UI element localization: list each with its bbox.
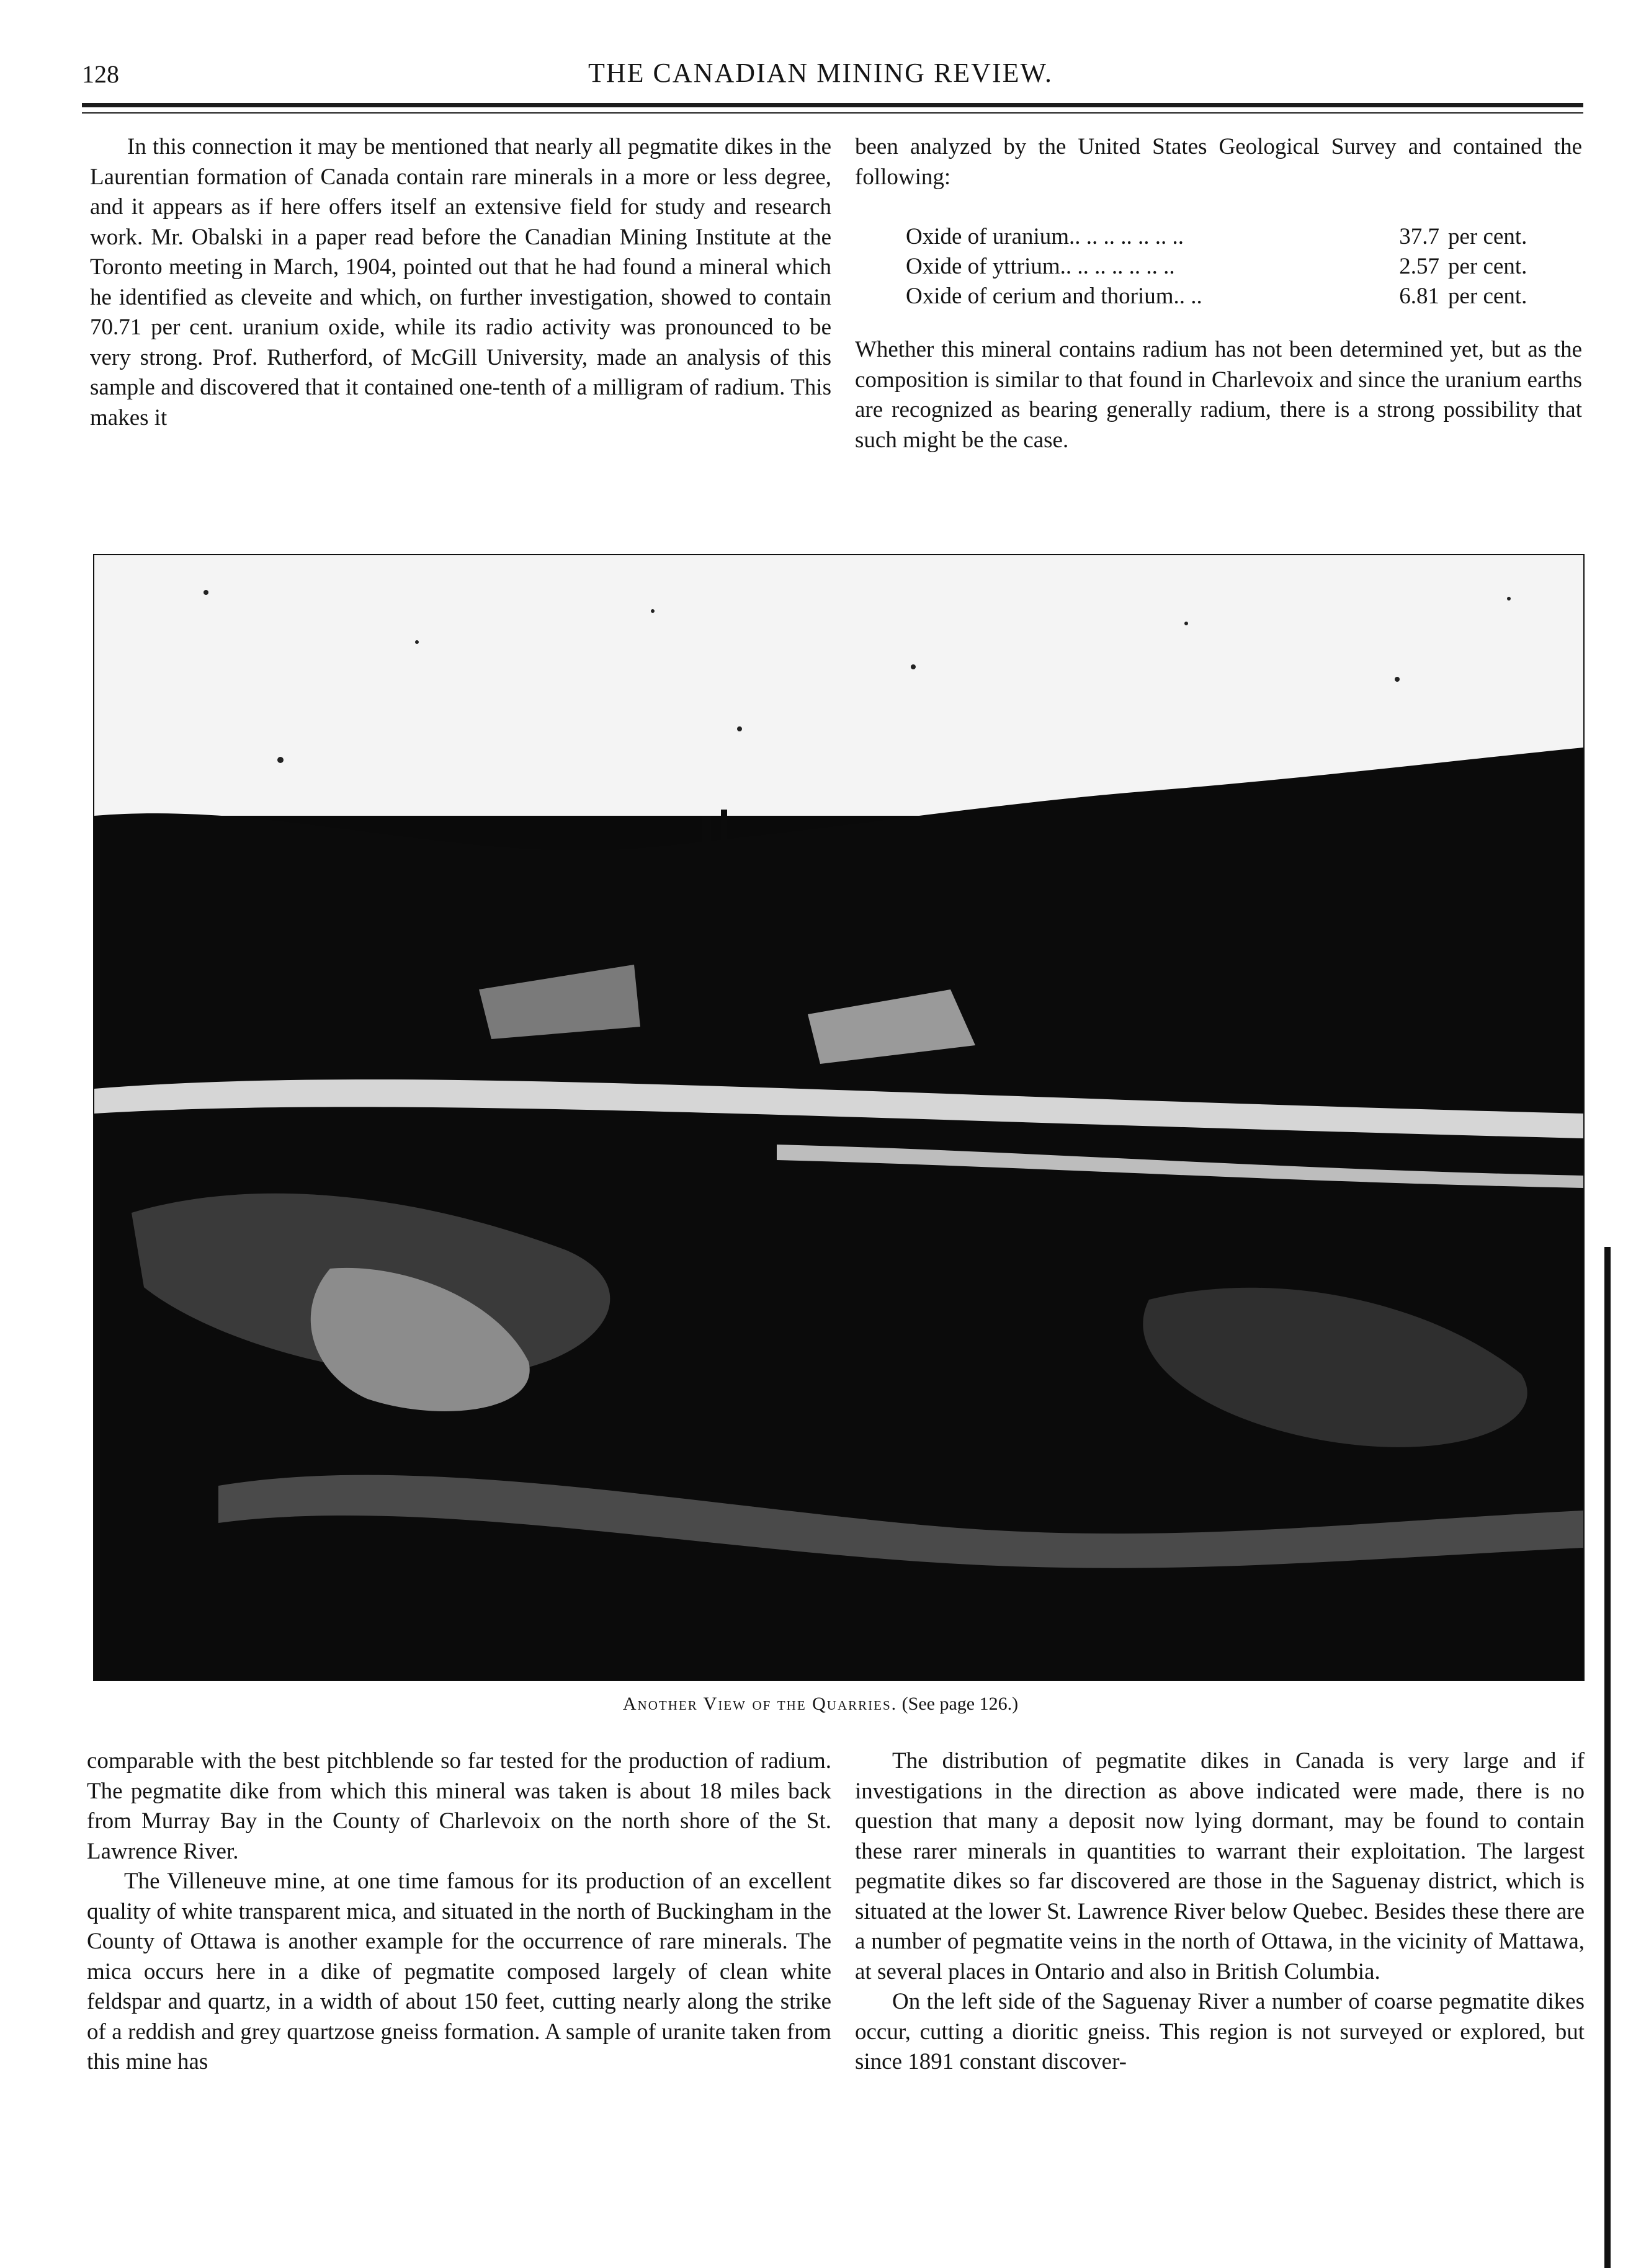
oxide-row [906, 252, 1527, 282]
quarry-photograph [93, 554, 1585, 1681]
oxide-unit: per cent. [1448, 284, 1527, 309]
column-bottom-right [855, 1746, 1585, 2078]
oxide-value: 2.57 [1399, 254, 1439, 279]
scan-margin-shadow [1604, 1247, 1611, 2268]
paragraph: The Villeneuve mine, at one time famous for its production of an excellent quality of white transparent mica, and situated in the north of Buckingham in the County of Ottawa is another example for the occurrence of rare minerals. The mica occurs here in a dike of pegmatite composed largely of clean white feldspar and quartz, in a width of about 150 feet, cutting nearly along the strike of a reddish and grey quartzose gneiss formation. A sample of uranite taken from this mine has [87, 1868, 831, 2074]
oxide-analysis-table [906, 222, 1527, 311]
header-rule-thin [82, 112, 1583, 114]
caption-title: Another View of the Quarries. [622, 1694, 898, 1714]
oxide-name: Oxide of yttrium.. .. .. .. .. .. .. [906, 254, 1175, 279]
paragraph: In this connection it may be mentioned that nearly all pegmatite dikes in the Laurentian formation of Canada contain rare minerals in a more or less degree, and it appears as if here offers itself an extensive field for study and research work. Mr. Obalski in a paper read before the Canadian Mining Institute at the Toronto meeting in March, 1904, pointed out that he had found a mineral which he identified as cleveite and which, on further investigation, showed to contain 70.71 per cent. uranium oxide, while its radio activity was pronounced to be very strong. Prof. Rutherford, of McGill University, made an analysis of this sample and discovered that it contained one-tenth of a milligram of radium. This makes it [90, 134, 831, 431]
page-number: 128 [82, 60, 119, 88]
paragraph: comparable with the best pitchblende so far tested for the production of radium. The pegmatite dike from which this mineral was taken is about 18 miles back from Murray Bay in the County of Charlevoix on the north shore of the St. Lawrence River. [87, 1748, 831, 1864]
oxide-name: Oxide of uranium.. .. .. .. .. .. .. [906, 224, 1184, 249]
oxide-value: 6.81 [1399, 284, 1439, 309]
oxide-name: Oxide of cerium and thorium.. .. [906, 284, 1202, 309]
paragraph-intro: been analyzed by the United States Geological Survey and contained the following: [855, 134, 1582, 190]
oxide-row [906, 222, 1527, 252]
oxide-value: 37.7 [1399, 224, 1439, 249]
header-rule-thick [82, 103, 1583, 107]
oxide-unit: per cent. [1448, 254, 1527, 279]
column-bottom-left [87, 1746, 831, 2078]
paragraph: Whether this mineral contains radium has not been determined yet, but as the composition is similar to that found in Charlevoix and since the uranium earths are recognized as bearing generally radium, there is a strong possibility that such might be the case. [855, 337, 1582, 453]
paragraph: On the left side of the Saguenay River a number of coarse pegmatite dikes occur, cutting a dioritic gneiss. This region is not surveyed or explored, but since 1891 constant discover- [855, 1989, 1585, 2074]
photo-caption [0, 1694, 1641, 1715]
oxide-row [906, 282, 1527, 311]
column-top-left [90, 132, 831, 433]
column-top-right [855, 132, 1582, 455]
paragraph: The distribution of pegmatite dikes in Canada is very large and if investigations in the direction as above indicated were made, there is no question that many a deposit now lying dormant, may be found to contain these rarer minerals in quantities to warrant their exploitation. The largest pegmatite dikes so far discovered are those in the Saguenay district, which is situated at the lower St. Lawrence River below Quebec. Besides these there are a number of pegmatite veins in the north of Ottawa, in the vicinity of Mattawa, at several places in Ontario and also in British Columbia. [855, 1748, 1585, 1984]
oxide-unit: per cent. [1448, 224, 1527, 249]
running-title: THE CANADIAN MINING REVIEW. [588, 58, 1053, 88]
caption-page-reference: (See page 126.) [901, 1694, 1019, 1714]
